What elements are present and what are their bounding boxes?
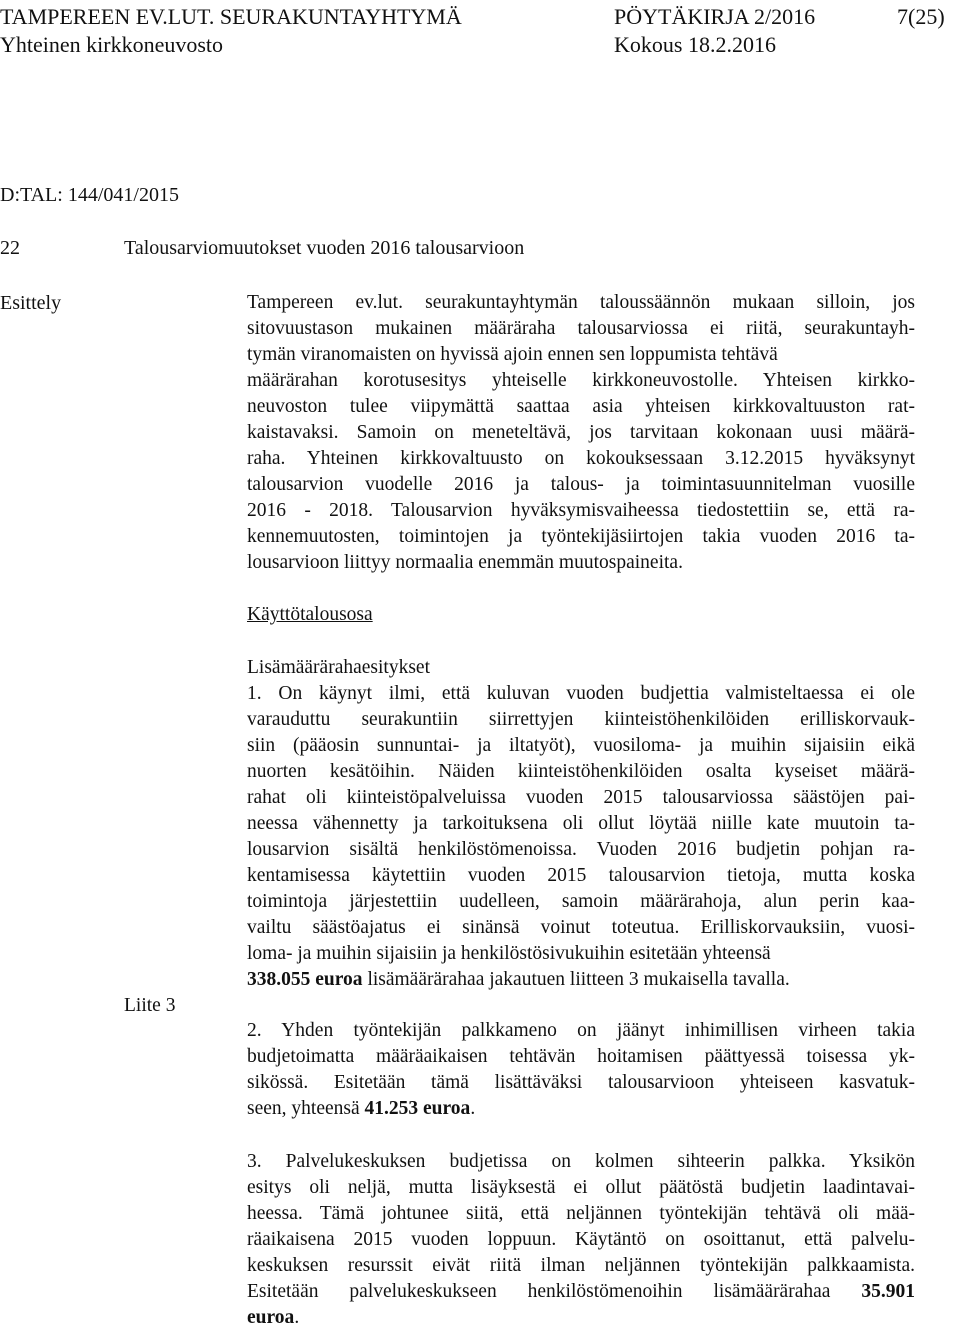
- proposal-1-line: lousarvion sisältä henkilöstömenoissa. Vuoden 2016 budjetin pohjan ra-: [247, 839, 915, 860]
- attachment-label: Liite 3: [124, 995, 176, 1016]
- proposal-1-line: varauduttu seurakuntiin siirrettyjen kiinteistöhenkilöiden erilliskorvauk-: [247, 709, 915, 730]
- intro-line: kaistavaksi. Samoin on meneteltävä, jos tarvitaan kokonaan uusi määrä-: [247, 422, 915, 443]
- proposal-1-line: siin (pääosin sunnuntai- ja iltatyöt), vuosiloma- ja muihin sijaisiin eikä: [247, 735, 915, 756]
- proposal-3-currency: euroa: [247, 1307, 295, 1328]
- proposal-3-penultimate-line: [247, 1279, 915, 1305]
- proposal-1-paragraph: [247, 681, 915, 993]
- header-meeting-date: Kokous 18.2.2016: [614, 32, 776, 57]
- proposal-1-last-line: [247, 967, 915, 993]
- header-page-number: 7(25): [897, 4, 945, 29]
- intro-line: Tampereen ev.lut. seurakuntayhtymän taloussäännön mukaan silloin, jos: [247, 292, 915, 313]
- proposal-2-amount: 41.253 euroa: [364, 1098, 471, 1119]
- proposal-2-last-line: [247, 1096, 915, 1122]
- proposal-1-last-text: lisämäärärahaa jakautuen liitteen 3 mukaisella tavalla.: [362, 969, 790, 990]
- proposal-3-line: 3. Palvelukeskuksen budjetissa on kolmen sihteerin palkka. Yksikön: [247, 1151, 915, 1172]
- header-doc-type: PÖYTÄKIRJA 2/2016: [614, 4, 816, 29]
- proposal-2-period: .: [470, 1098, 476, 1119]
- proposal-1-line: loma- ja muihin sijaisiin ja henkilöstösivukuihin esitetään yhteensä: [247, 943, 771, 964]
- proposal-3-period: .: [294, 1307, 300, 1328]
- proposal-2-last-text: seen, yhteensä: [247, 1098, 365, 1119]
- subheading: Lisämäärärahaesitykset: [247, 657, 430, 678]
- item-number: 22: [0, 237, 20, 259]
- proposal-3-text: Esitetään palvelukeskukseen henkilöstömenoihin lisämäärärahaa: [247, 1281, 862, 1302]
- intro-line: kennemuutosten, toimintojen ja työntekijäsiirtojen takia vuoden 2016 ta-: [247, 526, 915, 547]
- item-title: Talousarviomuutokset vuoden 2016 talousarvioon: [124, 237, 525, 259]
- intro-line: neuvoston tulee viipymättä saattaa asia yhteisen kirkkovaltuuston rat-: [247, 396, 915, 417]
- intro-line: raha. Yhteinen kirkkovaltuusto on kokouksessaan 3.12.2015 hyväksynyt: [247, 448, 915, 469]
- intro-line: määrärahan korotusesitys yhteiselle kirkkoneuvostolle. Yhteisen kirkko-: [247, 370, 915, 391]
- intro-line: tymän viranomaisten on hyvissä ajoin ennen sen loppumista tehtävä: [247, 344, 778, 365]
- proposal-1-line: rahat oli kiinteistöpalveluissa vuoden 2015 talousarviossa säästöjen pai-: [247, 787, 915, 808]
- proposal-3-paragraph: [247, 1149, 915, 1331]
- proposal-1-line: vailtu säästöajatus ei sinänsä voinut toteutua. Erilliskorvauksiin, vuosi-: [247, 917, 915, 938]
- header-body-name: Yhteinen kirkkoneuvosto: [0, 32, 224, 57]
- proposal-3-amount: 35.901: [861, 1281, 915, 1302]
- proposal-3-last-line: [247, 1305, 915, 1331]
- proposal-1-amount: 338.055 euroa: [247, 969, 363, 990]
- proposal-3-line: räaikaisena 2015 vuoden loppuun. Käytäntö on osoittanut, että palvelu-: [247, 1229, 915, 1250]
- proposal-3-line: heessa. Tämä johtunee siitä, että neljännen työntekijän tehtävä oli mää-: [247, 1203, 915, 1224]
- intro-line: 2016 - 2018. Talousarvion hyväksymisvaiheessa tiedostettiin se, että ra-: [247, 500, 915, 521]
- diary-number: D:TAL: 144/041/2015: [0, 184, 179, 206]
- proposal-1-line: 1. On käynyt ilmi, että kuluvan vuoden budjettia valmisteltaessa ei ole: [247, 683, 915, 704]
- proposal-2-paragraph: [247, 1018, 915, 1122]
- header-org: TAMPEREEN EV.LUT. SEURAKUNTAYHTYMÄ: [0, 4, 462, 29]
- proposal-1-line: toimintoja järjestettiin uudelleen, samoin määrärahoja, alun perin kaa-: [247, 891, 915, 912]
- proposal-2-line: sikössä. Esitetään tämä lisättäväksi talousarvioon yhteiseen kasvatuk-: [247, 1072, 915, 1093]
- intro-paragraph: [247, 290, 915, 576]
- intro-line: talousarvion vuodelle 2016 ja talous- ja toimintasuunnitelman vuosille: [247, 474, 915, 495]
- proposal-2-line: 2. Yhden työntekijän palkkameno on jäänyt inhimillisen virheen takia: [247, 1020, 915, 1041]
- intro-line: sitovuustason mukainen määräraha talousarviossa ei riitä, seurakuntayh-: [247, 318, 915, 339]
- proposal-3-line: esitys oli neljä, mutta lisäyksestä ei ollut päätöstä budjetin laadintavai-: [247, 1177, 915, 1198]
- proposal-1-line: nuorten kesätöihin. Näiden kiinteistöhenkilöiden osalta kyseiset määrä-: [247, 761, 915, 782]
- section-heading: Käyttötalousosa: [247, 604, 373, 625]
- proposal-1-line: kentamisessa käytettiin vuoden 2015 talousarvion tietoja, mutta koska: [247, 865, 915, 886]
- esittely-label: Esittely: [0, 292, 62, 314]
- intro-line: lousarvioon liittyy normaalia enemmän muutospaineita.: [247, 552, 683, 573]
- proposal-3-line: keskuksen resurssit eivät riitä ilman neljännen työntekijän palkkaamista.: [247, 1255, 915, 1276]
- proposal-1-line: neessa vähennetty ja tarkoituksena oli ollut löytää niille kate muutoin ta-: [247, 813, 915, 834]
- proposal-2-line: budjetoimatta määräaikaisen tehtävän hoitamisen päättyessä toisessa yk-: [247, 1046, 915, 1067]
